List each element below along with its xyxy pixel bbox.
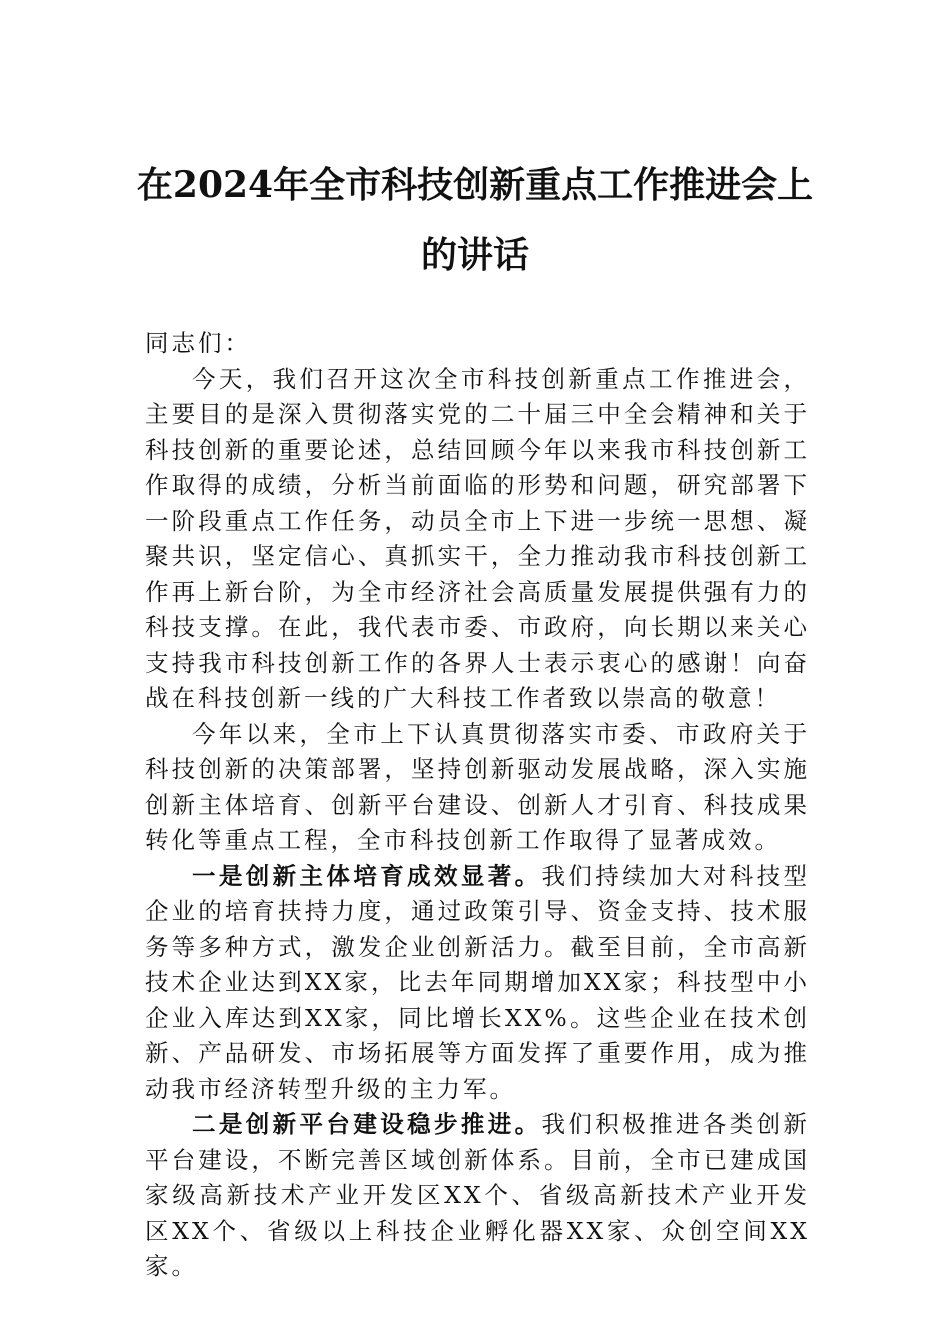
document-body <box>145 326 810 1285</box>
paragraph-text: 我们积极推进各类创新平台建设，不断完善区域创新体系。目前，全市已建成国家级高新技术产业开发区XX个、省级高新技术产业开发区XX个、省级以上科技企业孵化器XX家、众创空间XX家。 <box>145 1110 811 1280</box>
document-title: 在2024年全市科技创新重点工作推进会上的讲话 <box>136 164 814 276</box>
paragraph-lead: 一是创新主体培育成效显著。 <box>192 861 542 890</box>
paragraph-text: 我们持续加大对科技型企业的培育扶持力度，通过政策引导、资金支持、技术服务等多种方式，激发企业创新活力。截至目前，全市高新技术企业达到XX家，比去年同期增加XX家；科技型中小企业入库达到XX家，同比增长XX%。这些企业在技术创新、产品研发、市场拓展等方面发挥了重要作用，成为推动我市经济转型升级的主力军。 <box>145 861 811 1103</box>
paragraph-innovation-platforms <box>145 1107 810 1285</box>
paragraph-opening <box>145 362 810 717</box>
paragraph-text: 今天，我们召开这次全市科技创新重点工作推进会，主要目的是深入贯彻落实党的二十届三中全会精神和关于科技创新的重要论述，总结回顾今年以来我市科技创新工作取得的成绩，分析当前面临的形势和问题，研究部署下一阶段重点工作任务，动员全市上下进一步统一思想、凝聚共识，坚定信心、真抓实干，全力推动我市科技创新工作再上新台阶，为全市经济社会高质量发展提供强有力的科技支撑。在此，我代表市委、市政府，向长期以来关心支持我市科技创新工作的各界人士表示衷心的感谢！向奋战在科技创新一线的广大科技工作者致以崇高的敬意！ <box>145 364 810 712</box>
paragraph-innovation-entities <box>145 859 810 1108</box>
paragraph-text: 今年以来，全市上下认真贯彻落实市委、市政府关于科技创新的决策部署，坚持创新驱动发展战略，深入实施创新主体培育、创新平台建设、创新人才引育、科技成果转化等重点工程，全市科技创新工作取得了显著成效。 <box>145 719 810 854</box>
paragraph-lead: 二是创新平台建设稳步推进。 <box>192 1110 542 1138</box>
paragraph-overview <box>145 717 810 859</box>
salutation: 同志们： <box>145 329 251 357</box>
